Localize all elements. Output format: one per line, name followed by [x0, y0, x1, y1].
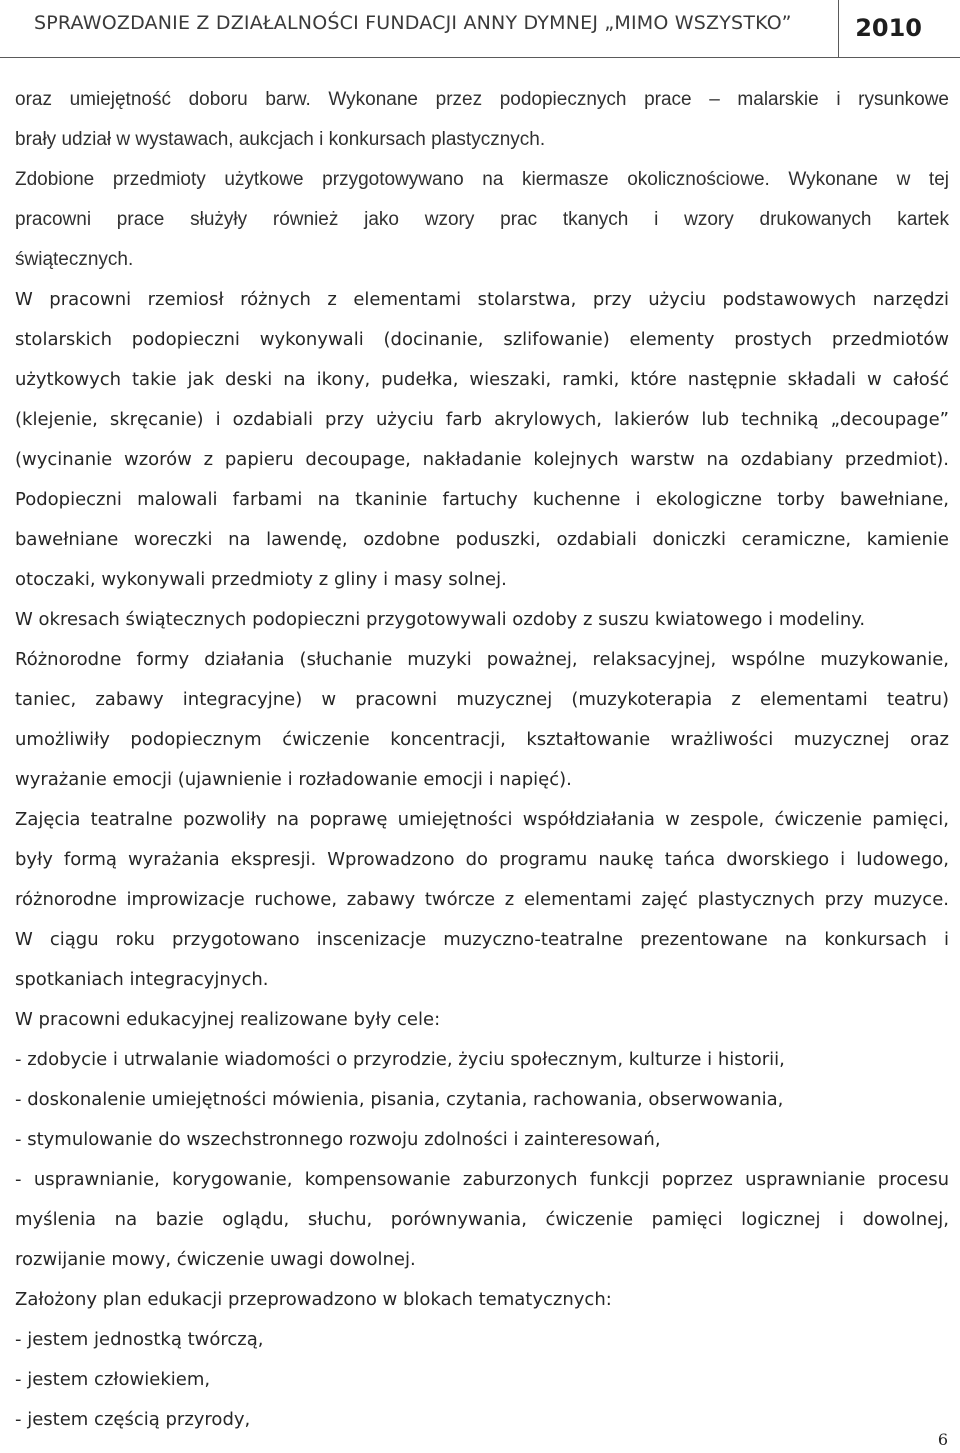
text-line: W pracowni edukacyjnej realizowane były cele: — [15, 1009, 441, 1030]
text-line: Podopieczni malowali farbami na tkaninie fartuchy kuchenne i ekologiczne torby bawełniane, — [15, 489, 949, 510]
text-line: Zdobione przedmioty użytkowe przygotowywano na kiermasze okolicznościowe. Wykonane w tej — [15, 169, 949, 190]
text-line: bawełniane woreczki na lawendę, ozdobne poduszki, ozdabiali doniczki ceramiczne, kamienie — [15, 529, 949, 550]
text-line: oraz umiejętność doboru barw. Wykonane przez podopiecznych prace – malarskie i rysunkowe — [15, 89, 949, 110]
text-line: wyrażanie emocji (ujawnienie i rozładowanie emocji i napięć). — [15, 769, 572, 790]
text-line: były formą wyrażania ekspresji. Wprowadzono do programu naukę tańca dworskiego i ludowego, — [15, 849, 949, 870]
text-line: W okresach świątecznych podopieczni przygotowywali ozdoby z suszu kwiatowego i modeliny. — [15, 609, 866, 630]
text-line: - zdobycie i utrwalanie wiadomości o przyrodzie, życiu społecznym, kulturze i historii, — [15, 1049, 785, 1070]
text-line: brały udział w wystawach, aukcjach i konkursach plastycznych. — [15, 129, 546, 150]
text-line: stolarskich podopieczni wykonywali (docinanie, szlifowanie) elementy prostych przedmiotów — [15, 329, 949, 350]
text-line: różnorodne improwizacje ruchowe, zabawy twórcze z elementami zajęć plastycznych przy muzyce. — [15, 889, 949, 910]
text-line: - jestem jednostką twórczą, — [15, 1329, 264, 1350]
page-number: 6 — [937, 1430, 948, 1449]
text-line: - stymulowanie do wszechstronnego rozwoju zdolności i zainteresowań, — [15, 1129, 661, 1150]
text-line: Różnorodne formy działania (słuchanie muzyki poważnej, relaksacyjnej, wspólne muzykowanie, — [15, 649, 949, 670]
header-underline — [0, 57, 960, 58]
text-line: myślenia na bazie oglądu, słuchu, porównywania, ćwiczenie pamięci logicznej i dowolnej, — [15, 1209, 949, 1230]
document-body — [15, 80, 949, 1440]
text-line: W pracowni rzemiosł różnych z elementami stolarstwa, przy użyciu podstawowych narzędzi — [15, 289, 949, 310]
page-header — [0, 0, 960, 58]
text-line: - doskonalenie umiejętności mówienia, pisania, czytania, rachowania, obserwowania, — [15, 1089, 784, 1110]
text-line: świątecznych. — [15, 249, 134, 270]
text-line: rozwijanie mowy, ćwiczenie uwagi dowolnej. — [15, 1249, 416, 1270]
text-line: otoczaki, wykonywali przedmioty z gliny i masy solnej. — [15, 569, 507, 590]
text-line: pracowni prace służyły również jako wzory prac tkanych i wzory drukowanych kartek — [15, 209, 949, 230]
text-line: (klejenie, skręcanie) i ozdabiali przy użyciu farb akrylowych, lakierów lub techniką „decoupage” — [15, 409, 949, 430]
report-year: 2010 — [855, 14, 922, 42]
text-line: - jestem człowiekiem, — [15, 1369, 211, 1390]
text-line: - usprawnianie, korygowanie, kompensowanie zaburzonych funkcji poprzez usprawnianie procesu — [15, 1169, 949, 1190]
text-line: taniec, zabawy integracyjne) w pracowni muzycznej (muzykoterapia z elementami teatru) — [15, 689, 949, 710]
header-divider — [838, 0, 839, 58]
text-line: - jestem częścią przyrody, — [15, 1409, 251, 1430]
text-line: umożliwiły podopiecznym ćwiczenie koncentracji, kształtowanie wrażliwości muzycznej oraz — [15, 729, 949, 750]
text-line: Zajęcia teatralne pozwoliły na poprawę umiejętności współdziałania w zespole, ćwiczenie pamięci, — [15, 809, 949, 830]
text-line: spotkaniach integracyjnych. — [15, 969, 269, 990]
text-line: użytkowych takie jak deski na ikony, pudełka, wieszaki, ramki, które następnie składali w całość — [15, 369, 949, 390]
text-line: W ciągu roku przygotowano inscenizacje muzyczno-teatralne prezentowane na konkursach i — [15, 929, 949, 950]
text-line: (wycinanie wzorów z papieru decoupage, nakładanie kolejnych warstw na ozdabiany przedmiot). — [15, 449, 949, 470]
text-line: Założony plan edukacji przeprowadzono w blokach tematycznych: — [15, 1289, 612, 1310]
report-title: SPRAWOZDANIE Z DZIAŁALNOŚCI FUNDACJI ANNY DYMNEJ „MIMO WSZYSTKO” — [34, 12, 792, 34]
